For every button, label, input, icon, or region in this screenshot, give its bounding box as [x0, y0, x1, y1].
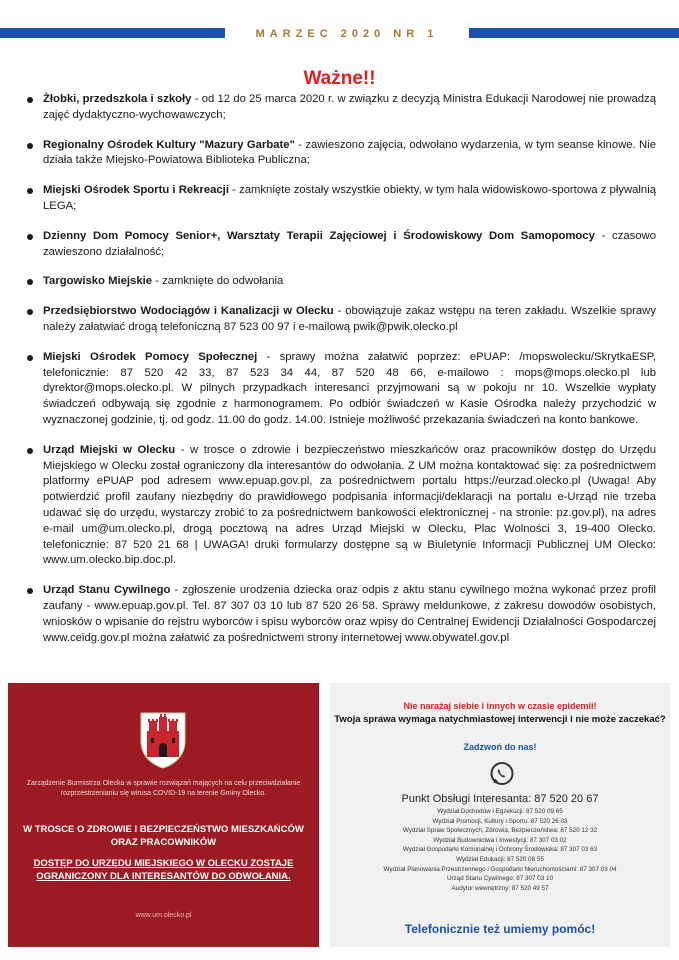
main-phone-line: Punkt Obsługi Interesanta: 87 520 20 67 — [401, 793, 599, 805]
header-bar-left — [0, 28, 225, 38]
department-phone-list — [330, 807, 670, 893]
list-item: Wydział Planowania Przestrzennego i Gospodarki Nieruchomościami: 87 307 03 04 — [383, 865, 617, 873]
item-text: - zgłoszenie urodzenia dziecka oraz odpis z aktu stanu cywilnego można wykonać przez profil zaufany - www.epuap.gov.pl. Tel. 87 307 03 10 lub 87 520 26 58. Sprawy meldunkowe, z zakresu dowodów osobistych, wniosków o wpisanie do rejstru wyborców i spisu wyborców oraz wpisy do Centralnej Ewidencji Działalności Gospodarczej www.ceidg.gov.pl można załatwić za pośrednictwem strony internetowej www.obywatel.gov.pl — [43, 584, 656, 644]
urgent-question: Twoja sprawa wymaga natychmiastowej interwencji i nie może zaczekać? — [334, 714, 666, 725]
item-text: - w trosce o zdrowie i bezpieczeństwo mieszkańców oraz pracowników dostęp do Urzędu Miejskiego w Olecku został ograniczony dla interesantów do odwołania. Z UM można kontaktować się: za pośrednictwem platformy ePUAP pod adresem www.epuap.gov.pl, za pośrednictwem portalu https://eurzad.olecko.pl (Uwaga! Aby potwierdzić profil zaufany niezbędny do prawidłowego podpisania informacji/deklaracji na portalu e-Urząd nie trzeba udawać się do urzędu, wystarczy zrobić to za pośrednictwem bankowości elektronicznej - na stronie: pz.gov.pl), na adres e-mail um@um.olecko.pl, drogą pocztową na adres Urząd Miejski w Olecku, Plac Wolności 3, 19-400 Olecko. telefonicznie: 87 520 21 68 | UWAGA! druki formularzy dostępne są w Biuletynie Informacji Publicznej UM Olecko: www.um.olecko.bip.doc.pl. — [43, 443, 656, 567]
list-item: Urząd Stanu Cywilnego: 87 307 03 10 — [446, 875, 554, 883]
item-text: - od 12 do 25 marca 2020 r. w związku z decyzją Ministra Edukacji Narodowej nie prowadzą zajęć dydaktyczno-wychowawczych; — [43, 93, 656, 121]
item-text: - sprawy można załatwić poprzez: ePUAP: /mopswolecku/SkrytkaESP, telefonicznie: 87 520 42 33, 87 523 34 44, 87 520 48 66, e-mailowo : mops@mops.olecko.pl lub dyrektor@mops.olecko.pl. W pilnych przypadkach interesanci przyjmowani są w pokoju nr 10. Wszelkie wypłaty świadczeń odbywają się zgodnie z harmonogramem. Po odbiór świadczeń w Kasie Ośrodka należy przychodzić w wyznaczonej godzinie, tj. od godz. 11.00 do godz. 14.00. Istnieje możliwość przekazania świadczeń na konto bankowe. — [43, 350, 656, 426]
phone-help-footer: Telefonicznie też umiemy pomóc! — [404, 922, 596, 936]
item-name: Urząd Stanu Cywilnego — [43, 584, 171, 597]
item-name: Żłobki, przedszkola i szkoły — [43, 93, 192, 105]
list-item — [24, 583, 656, 646]
list-item: Wydział Edukacji: 87 520 08 55 — [456, 855, 544, 863]
list-item — [24, 92, 656, 124]
access-restriction-notice: DOSTĘP DO URZĘDU MIEJSKIEGO W OLECKU ZOSTAJE OGRANICZONY DLA INTERESANTÓW DO ODWOŁANIA. — [33, 858, 294, 882]
announcement-list — [24, 92, 656, 646]
item-name: Regionalny Ośrodek Kultury "Mazury Garbate" — [43, 138, 295, 151]
item-name: Dzienny Dom Pomocy Senior+, Warsztaty Terapii Zajęciowej i Środowiskowy Dom Samopomocy — [43, 229, 595, 242]
list-item — [24, 274, 656, 290]
list-item — [24, 443, 656, 569]
call-us-text: Zadzwoń do nas! — [463, 742, 537, 752]
header-bar-right — [469, 28, 679, 38]
list-item: Wydział Gospodarki Komunalnej i Ochrony Środowiska: 87 307 03 63 — [402, 846, 598, 854]
item-text: - obowiązuje zakaz wstępu na teren zakładu. Wszelkie sprawy należy załatwiać drogą telefoniczną 87 523 00 97 i e-mailową pwik@pwik.olecko.pl — [43, 305, 656, 333]
issue-header: MARZEC 2020 NR 1 — [255, 28, 439, 40]
phone-contact-panel — [330, 683, 670, 947]
item-text: - zamknięte do odwołania — [152, 275, 284, 288]
list-item — [24, 304, 656, 336]
item-name: Przedsiębiorstwo Wodociągów i Kanalizacji w Olecku — [43, 305, 334, 318]
list-item: Audytor wewnętrzny: 87 520 49 57 — [451, 884, 549, 892]
item-name: Targowisko Miejskie — [43, 275, 153, 288]
municipal-notice-panel — [8, 683, 319, 947]
list-item: Wydział Dochodów i Egzekucji: 87 520 09 65 — [437, 808, 563, 815]
page-title: Ważne!! — [303, 68, 376, 89]
list-item — [24, 138, 656, 170]
olecko-coat-of-arms-icon — [139, 711, 187, 769]
list-item — [24, 183, 656, 215]
list-item: Wydział Promocji, Kultury i Sportu: 87 520 26 03 — [432, 817, 568, 825]
item-text: - czasowo zawieszono działalność; — [43, 229, 656, 258]
list-item: Wydział Budownictwa i Inwestycji: 87 307 03 02 — [433, 836, 567, 844]
item-name: Urząd Miejski w Olecku — [43, 443, 176, 456]
safety-heading: W TROSCE O ZDROWIE I BEZPIECZEŃSTWO MIESZKAŃCÓW ORAZ PRACOWNIKÓW — [23, 824, 304, 848]
website-link[interactable]: www.um.olecko.pl — [135, 912, 192, 919]
decree-intro: Zarządzenie Burmistrza Olecka w sprawie rozwiązań mających na celu przeciwdziałanie rozprzestrzenianiu się wirusa COVID-19 na terenie Gminy Olecko. — [26, 780, 301, 797]
item-text: - zawieszono zajęcia, odwołano wydarzenia, w tym seanse kinowe. Nie działa także Miejsko-Powiatowa Biblioteka Publiczna; — [43, 138, 656, 167]
whatsapp-phone-icon — [489, 761, 515, 787]
epidemic-warning: Nie narażaj siebie i innych w czasie epidemii! — [403, 701, 597, 711]
item-text: - zamknięte zostały wszystkie obiekty, w tym hala widowiskowo-sportowa z pływalnią LEGA; — [43, 184, 657, 212]
list-item — [24, 229, 656, 261]
item-name: Miejski Ośrodek Pomocy Społecznej — [43, 350, 258, 363]
item-name: Miejski Ośrodek Sportu i Rekreacji — [43, 184, 229, 197]
list-item: Wydział Spraw Społecznych, Zdrowia, Bezpieczeństwa: 87 520 12 32 — [402, 827, 598, 835]
list-item — [24, 350, 656, 429]
